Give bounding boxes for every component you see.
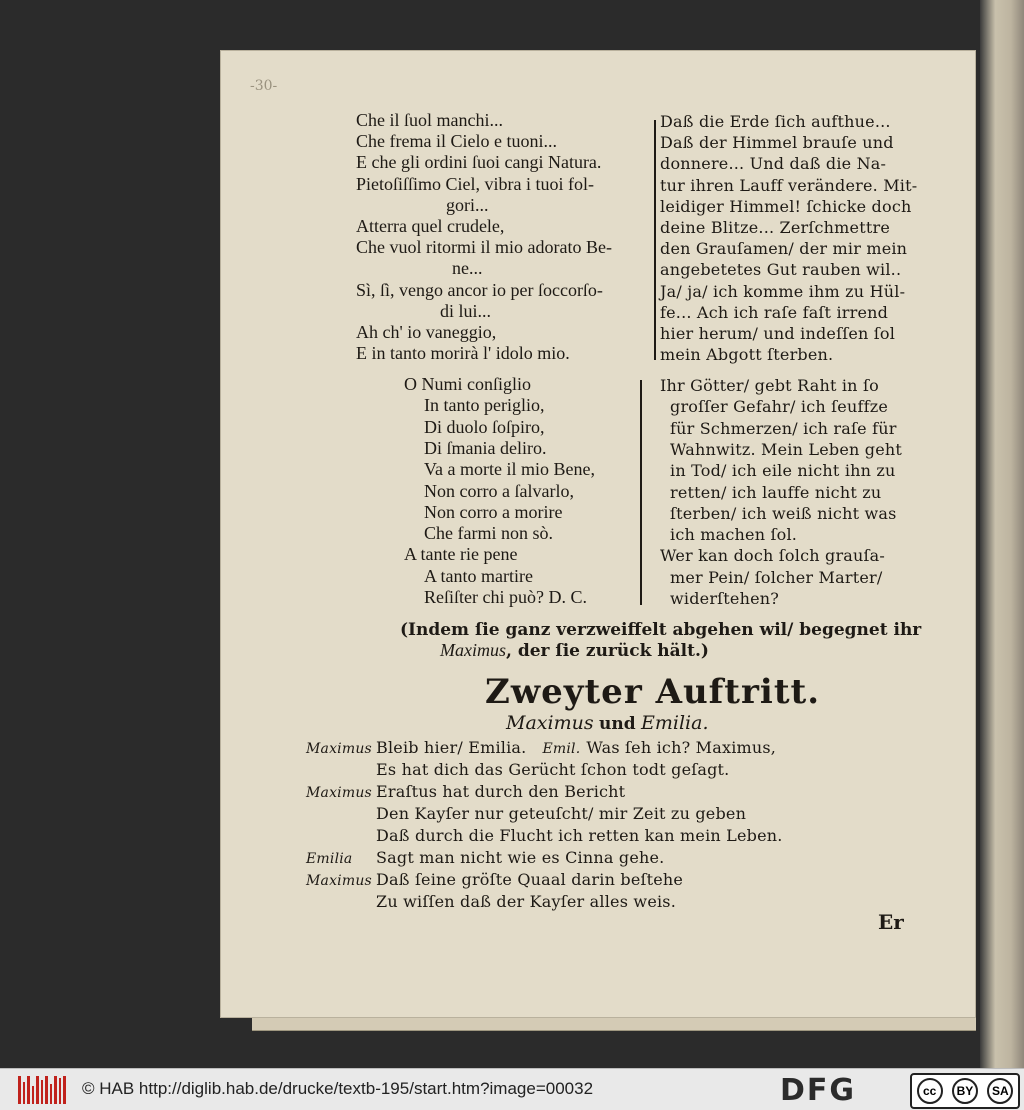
it-left-line: Atterra quel crudele,	[356, 216, 505, 236]
de-aria-line: in Tod/ ich eile nicht ihn zu	[670, 461, 896, 481]
it-aria-line: Non corro a ſalvarlo,	[424, 480, 574, 501]
it-left-line: Che vuol ritormi il mio adorato Be-	[356, 237, 612, 258]
de-aria-line: Wer kan doch ſolch grauſa-	[660, 546, 886, 566]
de-right-line: hier herum/ und indeſſen ſol	[660, 324, 896, 343]
it-aria-line: Non corro a morire	[424, 501, 563, 522]
it-left-line: ne...	[452, 258, 483, 279]
copyright-link[interactable]: © HAB http://diglib.hab.de/drucke/textb-195/start.htm?image=00032	[82, 1079, 594, 1098]
scene-subtitle-b: Emilia.	[641, 712, 709, 734]
dialogue-line	[306, 760, 729, 780]
dialogue-text: Sagt man nicht wie es Cinna gehe.	[376, 848, 665, 867]
page-number: -30-	[250, 78, 278, 94]
dialogue-line	[306, 870, 683, 891]
de-right-line: donnere... Und daß die Na-	[660, 154, 887, 174]
column-bracket-1	[654, 120, 656, 360]
viewer-footer	[0, 1068, 1024, 1110]
de-right-line: Ja/ ja/ ich komme ihm zu Hül-	[660, 281, 906, 301]
by-icon: BY	[952, 1078, 978, 1104]
de-aria-line: mer Pein/ ſolcher Marter/	[670, 567, 883, 587]
de-aria-line: ich machen ſol.	[670, 525, 798, 545]
de-aria-line: retten/ ich lauffe nicht zu	[670, 482, 882, 502]
hab-logo-icon	[18, 1076, 66, 1104]
de-right-line: deine Blitze... Zerſchmettre	[660, 218, 890, 237]
it-left-line: E in tanto morirà l' idolo mio.	[356, 343, 570, 364]
it-aria-line: In tanto periglio,	[424, 395, 545, 416]
dialogue-text: Daß ſeine gröſte Quaal darin beſtehe	[376, 870, 684, 889]
de-right-line: Daß die Erde ſich aufthue...	[660, 112, 891, 131]
de-aria-line: für Schmerzen/ ich raſe für	[670, 418, 897, 438]
de-aria-line: ſterben/ ich weiß nicht was	[670, 503, 897, 523]
it-aria-line: O Numi conſiglio	[404, 374, 531, 394]
dfg-logo: DFG	[780, 1073, 857, 1108]
dialogue-text: Bleib hier/ Emilia.	[376, 738, 527, 757]
de-right-line: angebetetes Gut rauben wil..	[660, 260, 902, 280]
dialogue-line	[306, 738, 776, 759]
stage-direction-name: Maximus	[440, 640, 506, 660]
dialogue-line	[306, 848, 664, 869]
adjacent-page-edge	[980, 0, 1024, 1068]
sa-icon: SA	[987, 1078, 1013, 1104]
it-left-line: gori...	[446, 194, 489, 215]
it-left-line: di lui...	[440, 300, 492, 321]
speaker-name-2: Emil.	[542, 741, 581, 757]
de-aria-line: Ihr Götter/ gebt Raht in ſo	[660, 376, 879, 395]
it-left-line: Che frema il Cielo e tuoni...	[356, 131, 557, 152]
it-left-line: Sì, ſì, vengo ancor io per ſoccorſo-	[356, 279, 603, 300]
column-bracket-2	[640, 380, 642, 605]
de-aria-line: groſſer Gefahr/ ich ſeuffze	[670, 397, 889, 417]
scene-title: Zweyter Auftritt.	[485, 672, 821, 712]
dialogue-text: Daß durch die Flucht ich retten kan mein Leben.	[376, 826, 783, 845]
de-right-line: mein Abgott ſterben.	[660, 345, 834, 365]
catchword: Er	[878, 910, 904, 934]
it-aria-line: Reſiſter chi può? D. C.	[424, 587, 587, 607]
scene-subtitle-und: und	[598, 714, 636, 734]
it-aria-line: A tanto martire	[424, 565, 533, 586]
cc-license-badge[interactable]	[910, 1073, 1020, 1109]
book-page	[220, 50, 976, 1018]
stage-direction-rest: , der ſie zurück hält.)	[506, 641, 709, 661]
speaker-name: Maximus	[306, 873, 372, 889]
it-aria-line: Di duolo ſoſpiro,	[424, 416, 545, 437]
it-aria-line: A tante rie pene	[404, 544, 518, 565]
dialogue-line	[306, 804, 746, 824]
scene-subtitle-a: Maximus	[506, 712, 594, 734]
it-aria-line: Che farmi non sò.	[424, 523, 553, 544]
de-aria-line: Wahnwitz. Mein Leben geht	[670, 439, 903, 459]
speaker-name: Maximus	[306, 741, 372, 757]
it-left-line: Ah ch' io vaneggio,	[356, 322, 497, 342]
de-right-line: Daß der Himmel brauſe und	[660, 133, 894, 153]
dialogue-text: Es hat dich das Gerücht ſchon todt geſagt.	[376, 760, 730, 779]
cc-icon: cc	[917, 1078, 943, 1104]
dialogue-text-2: Was ſeh ich? Maximus,	[586, 738, 777, 757]
de-right-line: leidiger Himmel! ſchicke doch	[660, 196, 912, 216]
stage-direction-line-1: (Indem ſie ganz verzweiffelt abgehen wil/ begegnet ihr	[400, 620, 922, 640]
scene-subtitle	[506, 713, 708, 734]
de-right-line: den Grauſamen/ der mir mein	[660, 239, 908, 259]
dialogue-line	[306, 892, 676, 912]
it-aria-line: Va a morte il mio Bene,	[424, 459, 595, 480]
dialogue-text: Den Kayſer nur geteuſcht/ mir Zeit zu geben	[376, 804, 747, 823]
de-aria-line: widerſtehen?	[670, 589, 780, 608]
de-right-line: fe... Ach ich raſe faſt irrend	[660, 302, 889, 322]
speaker-name: Emilia	[306, 851, 353, 867]
it-left-line: Che il ſuol manchi...	[356, 110, 503, 130]
de-right-line: tur ihren Lauff verändere. Mit-	[660, 175, 918, 195]
dialogue-line	[306, 826, 783, 846]
dialogue-text: Zu wiſſen daß der Kayſer alles weis.	[376, 892, 676, 911]
stage-direction-line-2	[440, 640, 709, 661]
it-left-line: Pietoſiſſimo Ciel, vibra i tuoi fol-	[356, 173, 594, 194]
it-left-line: E che gli ordini ſuoi cangi Natura.	[356, 152, 602, 173]
dialogue-text: Eraſtus hat durch den Bericht	[376, 782, 626, 801]
dialogue-line	[306, 782, 625, 803]
speaker-name: Maximus	[306, 785, 372, 801]
it-aria-line: Di ſmania deliro.	[424, 437, 547, 458]
